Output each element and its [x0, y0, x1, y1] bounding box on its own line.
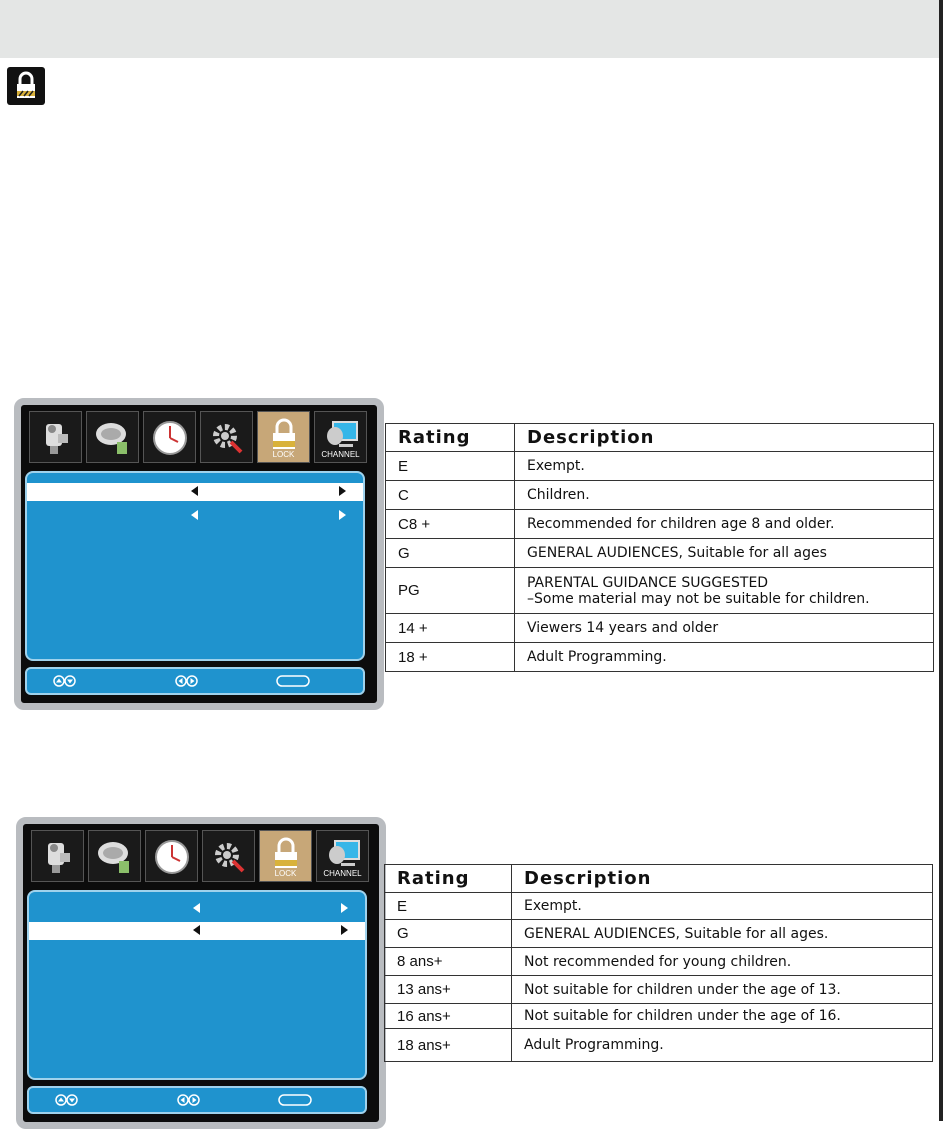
rating-description: Adult Programming. [512, 1029, 933, 1062]
rating-code: C8 + [386, 510, 515, 539]
menu-tabs [29, 411, 369, 463]
tab-sound[interactable] [88, 830, 141, 882]
rating-code: E [385, 893, 512, 920]
camcorder-icon [30, 412, 83, 464]
rating-description: Exempt. [515, 452, 934, 481]
satellite-icon [87, 412, 140, 464]
tab-picture[interactable] [29, 411, 82, 463]
left-right-keys-icon [177, 1094, 201, 1106]
menu-tabs [31, 830, 371, 882]
rating-description: Not recommended for young children. [512, 948, 933, 976]
tab-lock[interactable] [257, 411, 310, 463]
table-row [386, 643, 934, 672]
up-down-keys-icon [55, 1094, 79, 1106]
rating-description: Not suitable for children under the age of 16. [512, 1004, 933, 1029]
rating-table-1 [385, 423, 934, 672]
camcorder-icon [32, 831, 85, 883]
arrow-right-icon[interactable] [341, 903, 348, 913]
header-description: Description [512, 865, 933, 893]
gear-icon [201, 412, 254, 464]
arrow-right-icon[interactable] [339, 510, 346, 520]
rating-code: 14 + [386, 614, 515, 643]
tab-setup[interactable] [200, 411, 253, 463]
arrow-right-icon[interactable] [341, 925, 348, 935]
header-rating: Rating [386, 424, 515, 452]
table-row [385, 948, 933, 976]
arrow-left-icon[interactable] [193, 925, 200, 935]
rating-code: PG [386, 568, 515, 614]
menu-footer [25, 667, 365, 695]
table-row [385, 920, 933, 948]
rating-table-2 [384, 864, 933, 1062]
header-band [0, 0, 943, 58]
rating-description: GENERAL AUDIENCES, Suitable for all ages [515, 539, 934, 568]
clock-icon [146, 831, 199, 883]
tab-lock[interactable] [259, 830, 312, 882]
rating-code: 13 ans+ [385, 976, 512, 1004]
tab-picture[interactable] [31, 830, 84, 882]
rating-code: 16 ans+ [385, 1004, 512, 1029]
rating-description: GENERAL AUDIENCES, Suitable for all ages. [512, 920, 933, 948]
lock-icon [7, 67, 45, 105]
table-row [386, 539, 934, 568]
tab-time[interactable] [143, 411, 196, 463]
table-row [385, 976, 933, 1004]
tv-menu-2 [16, 817, 386, 1129]
table-row [386, 614, 934, 643]
header-rating: Rating [385, 865, 512, 893]
rating-description [515, 568, 934, 614]
rating-code: 18 ans+ [385, 1029, 512, 1062]
menu-footer [27, 1086, 367, 1114]
menu-key-icon [276, 675, 310, 687]
rating-description: Recommended for children age 8 and older. [515, 510, 934, 539]
left-right-keys-icon [175, 675, 199, 687]
tab-channel-label: CHANNEL [321, 450, 360, 459]
rating-description: Adult Programming. [515, 643, 934, 672]
menu-row[interactable] [29, 900, 365, 918]
table-row [386, 452, 934, 481]
arrow-right-icon[interactable] [339, 486, 346, 496]
tab-channel[interactable] [314, 411, 367, 463]
menu-row-selected[interactable] [27, 483, 363, 501]
gear-icon [203, 831, 256, 883]
tab-lock-label: LOCK [274, 869, 297, 878]
table-row [386, 568, 934, 614]
tab-setup[interactable] [202, 830, 255, 882]
menu-key-icon [278, 1094, 312, 1106]
tab-sound[interactable] [86, 411, 139, 463]
table-row [385, 1004, 933, 1029]
arrow-left-icon[interactable] [191, 486, 198, 496]
rating-code: 18 + [386, 643, 515, 672]
table-row [385, 893, 933, 920]
tab-time[interactable] [145, 830, 198, 882]
table-row [385, 1029, 933, 1062]
page-edge-rule [939, 0, 943, 1121]
tv-menu-1 [14, 398, 384, 710]
up-down-keys-icon [53, 675, 77, 687]
menu-panel [27, 890, 367, 1080]
menu-row-selected[interactable] [29, 922, 365, 940]
arrow-left-icon[interactable] [191, 510, 198, 520]
table-row [386, 481, 934, 510]
rating-code: G [385, 920, 512, 948]
arrow-left-icon[interactable] [193, 903, 200, 913]
rating-code: E [386, 452, 515, 481]
rating-code: 8 ans+ [385, 948, 512, 976]
satellite-icon [89, 831, 142, 883]
table-header-row [385, 865, 933, 893]
rating-code: C [386, 481, 515, 510]
tab-channel[interactable] [316, 830, 369, 882]
tab-lock-label: LOCK [272, 450, 295, 459]
rating-description: Children. [515, 481, 934, 510]
menu-panel [25, 471, 365, 661]
tab-channel-label: CHANNEL [323, 869, 362, 878]
clock-icon [144, 412, 197, 464]
rating-description: Exempt. [512, 893, 933, 920]
rating-description-line2: –Some material may not be suitable for children. [527, 590, 870, 607]
menu-row[interactable] [27, 507, 363, 525]
table-header-row [386, 424, 934, 452]
header-description: Description [515, 424, 934, 452]
rating-code: G [386, 539, 515, 568]
table-row [386, 510, 934, 539]
rating-description-line1: PARENTAL GUIDANCE SUGGESTED [527, 574, 769, 591]
rating-description: Viewers 14 years and older [515, 614, 934, 643]
rating-description: Not suitable for children under the age of 13. [512, 976, 933, 1004]
